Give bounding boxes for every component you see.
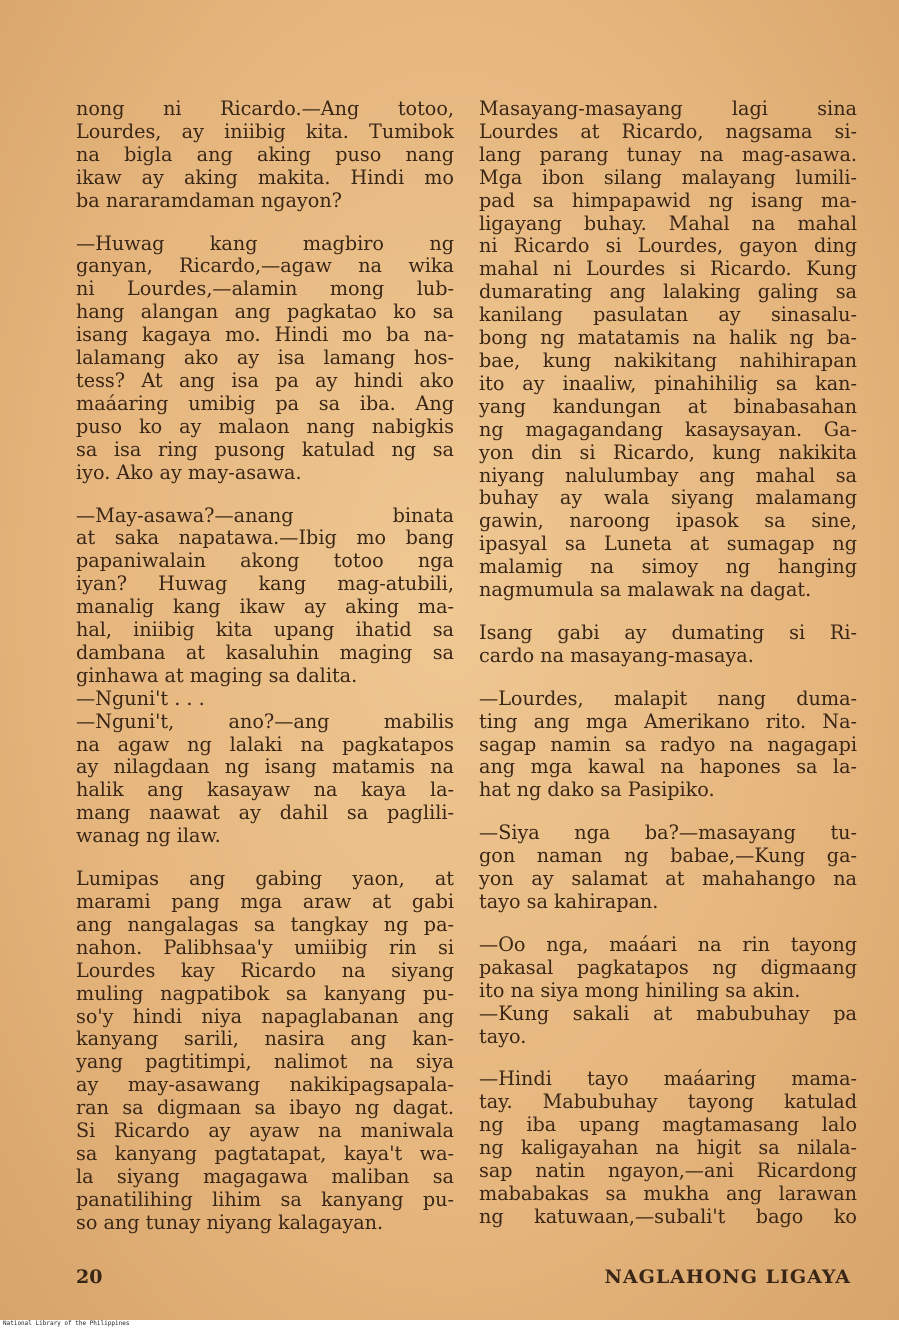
library-credit: National Library of the Philippines	[3, 1320, 130, 1327]
text-line: ito na siya mong hiniling sa akin.	[479, 978, 801, 1002]
text-line: lalamang ako ay isa lamang hos-	[76, 346, 454, 370]
text-line: ay may-asawang nakikipagsapala-	[76, 1073, 454, 1097]
text-line: ligayang buhay. Mahal na mahal	[479, 211, 857, 235]
text-line: —May-asawa?—anang binata	[76, 503, 454, 527]
text-line: papaniwalain akong totoo nga	[76, 549, 454, 573]
paragraph	[76, 711, 454, 848]
text-line: wanag ng ilaw.	[76, 824, 221, 848]
text-line: ng magagandang kasaysayan. Ga-	[479, 417, 857, 441]
text-line: halik ang kasayaw na kaya la-	[76, 778, 454, 802]
text-line: Isang gabi ay dumating si Ri-	[479, 620, 857, 644]
text-line: ni Ricardo si Lourdes, gayon ding	[479, 234, 857, 258]
text-line: tay. Mabubuhay tayong katulad	[479, 1090, 857, 1114]
text-line: ito ay inaaliw, pinahihilig sa kan-	[479, 371, 857, 395]
text-line: ting ang mga Amerikano rito. Na-	[479, 709, 857, 733]
text-line: iyan? Huwag kang mag-atubili,	[76, 572, 454, 596]
text-line: ang nangalagas sa tangkay ng pa-	[76, 912, 454, 936]
text-line: Masayang-masayang lagi sina	[479, 97, 857, 120]
text-line: ang mga kawal na hapones sa la-	[479, 755, 857, 779]
text-line: pad sa himpapawid ng isang ma-	[479, 188, 857, 212]
text-line: tayo sa kahirapan.	[479, 890, 659, 913]
text-line: la siyang magagawa maliban sa	[76, 1164, 454, 1188]
text-line: —Lourdes, malapit nang duma-	[479, 686, 857, 710]
text-line: ni Lourdes,—alamin mong lub-	[76, 277, 454, 301]
page-number: 20	[76, 1266, 103, 1288]
text-line: yang pagtitimpi, nalimot na siya	[76, 1050, 454, 1074]
text-line: mababakas sa mukha ang larawan	[479, 1181, 857, 1205]
text-line: hang alangan ang pagkatao ko sa	[76, 300, 454, 324]
text-line: lang parang tunay na mag-asawa.	[479, 142, 857, 166]
text-line: buhay ay wala siyang malamang	[479, 486, 857, 510]
text-line: nagmumula sa malawak na dagat.	[479, 578, 812, 602]
text-line: ay nilagdaan ng isang matamis na	[76, 755, 454, 779]
text-line: dumarating ang lalaking galing sa	[479, 280, 857, 304]
text-line: Lumipas ang gabing yaon, at	[76, 867, 454, 891]
paragraph	[479, 1003, 857, 1049]
text-line: sa kanyang pagtatapat, kaya't wa-	[76, 1141, 454, 1165]
paragraph	[76, 233, 454, 485]
text-line: Mga ibon silang malayang lumili-	[479, 165, 857, 189]
text-line: —Siya nga ba?—masayang tu-	[479, 821, 857, 845]
text-line: gon naman ng babae,—Kung ga-	[479, 844, 857, 868]
text-line: gawin, naroong ipasok sa sine,	[479, 509, 857, 533]
text-line: dambana at kasaluhin maging sa	[76, 640, 454, 664]
text-line: nong ni Ricardo.—Ang totoo,	[76, 97, 454, 120]
text-line: —Huwag kang magbiro ng	[76, 231, 454, 255]
text-line: hat ng dako sa Pasipiko.	[479, 778, 715, 802]
text-line: pakasal pagkatapos ng digmaang	[479, 955, 857, 979]
text-line: Si Ricardo ay ayaw na maniwala	[76, 1119, 454, 1143]
paragraph	[76, 505, 454, 688]
text-line: sagap namin sa radyo na nagagapi	[479, 732, 857, 756]
text-line: so ang tunay niyang kalagayan.	[76, 1210, 384, 1234]
text-line: ipasyal sa Luneta at sumagap ng	[479, 532, 857, 556]
text-line: Lourdes at Ricardo, nagsama si-	[479, 119, 857, 143]
text-line: ran sa digmaan sa ibayo ng dagat.	[76, 1096, 454, 1120]
text-line: —Nguni't . . .	[76, 686, 205, 710]
text-line: —Oo nga, maáari na rin tayong	[479, 932, 857, 956]
text-line: yon ay salamat at mahahango na	[479, 867, 857, 891]
text-line: ng katuwaan,—subali't bago ko	[479, 1204, 857, 1228]
text-line: tayo.	[479, 1024, 527, 1048]
text-line: ganyan, Ricardo,—agaw na wika	[76, 254, 454, 278]
text-line: so'y hindi niya napaglabanan ang	[76, 1004, 454, 1028]
text-line: manalig kang ikaw ay aking ma-	[76, 595, 454, 619]
paragraph	[479, 98, 857, 602]
paragraph	[479, 822, 857, 914]
text-line: tess? At ang isa pa ay hindi ako	[76, 368, 454, 392]
text-line: mang naawat ay dahil sa paglili-	[76, 801, 454, 825]
paragraph	[76, 868, 454, 1235]
text-line: ikaw ay aking makita. Hindi mo	[76, 165, 454, 189]
text-line: hal, iniibig kita upang ihatid sa	[76, 618, 454, 642]
text-line: ba nararamdaman ngayon?	[76, 188, 342, 212]
paragraph	[76, 688, 454, 711]
text-line: nahon. Palibhsaa'y umiibig rin si	[76, 935, 454, 959]
right-column	[479, 98, 857, 1249]
text-line: —Kung sakali at mabubuhay pa	[479, 1001, 857, 1025]
text-line: —Hindi tayo maáaring mama-	[479, 1067, 857, 1091]
text-line: muling nagpatibok sa kanyang pu-	[76, 981, 454, 1005]
text-line: isang kagaya mo. Hindi mo ba na-	[76, 323, 454, 347]
text-line: kanilang pasulatan ay sinasalu-	[479, 303, 857, 327]
paragraph	[479, 688, 857, 803]
text-line: Lourdes kay Ricardo na siyang	[76, 958, 454, 982]
text-line: at saka napatawa.—Ibig mo bang	[76, 526, 454, 550]
credit-bar	[0, 1320, 899, 1328]
text-line: iyo. Ako ay may-asawa.	[76, 460, 302, 484]
paragraph	[479, 622, 857, 668]
text-line: ginhawa at maging sa dalita.	[76, 663, 358, 687]
text-line: mahal ni Lourdes si Ricardo. Kung	[479, 257, 857, 281]
paragraph	[76, 98, 454, 213]
text-line: na agaw ng lalaki na pagkatapos	[76, 732, 454, 756]
paragraph	[479, 1068, 857, 1228]
paragraph	[479, 934, 857, 1003]
text-line: Lourdes, ay iniibig kita. Tumibok	[76, 119, 454, 143]
text-line: cardo na masayang-masaya.	[479, 643, 754, 667]
text-line: malamig na simoy ng hanging	[479, 555, 857, 579]
text-line: marami pang mga araw at gabi	[76, 890, 454, 913]
text-line: ng iba upang magtamasang lalo	[479, 1113, 857, 1137]
text-line: na bigla ang aking puso nang	[76, 142, 454, 166]
text-line: bae, kung nakikitang nahihirapan	[479, 348, 857, 372]
text-line: sap natin ngayon,—ani Ricardong	[479, 1159, 857, 1183]
text-line: yang kandungan at binabasahan	[479, 394, 857, 418]
text-line: yon din si Ricardo, kung nakikita	[479, 440, 857, 464]
text-line: ng kaligayahan na higit sa nilala-	[479, 1136, 857, 1160]
text-line: sa isa ring pusong katulad ng sa	[76, 437, 454, 461]
text-line: —Nguni't, ano?—ang mabilis	[76, 709, 454, 733]
text-line: bong ng matatamis na halik ng ba-	[479, 326, 857, 350]
running-title: NAGLAHONG LIGAYA	[604, 1266, 851, 1288]
text-line: kanyang sarili, nasira ang kan-	[76, 1027, 454, 1051]
text-line: niyang nalulumbay ang mahal sa	[479, 463, 857, 487]
text-line: puso ko ay malaon nang nabigkis	[76, 414, 454, 438]
text-line: panatilihing lihim sa kanyang pu-	[76, 1187, 454, 1211]
text-line: maáaring umibig pa sa iba. Ang	[76, 391, 454, 415]
left-column	[76, 98, 454, 1255]
